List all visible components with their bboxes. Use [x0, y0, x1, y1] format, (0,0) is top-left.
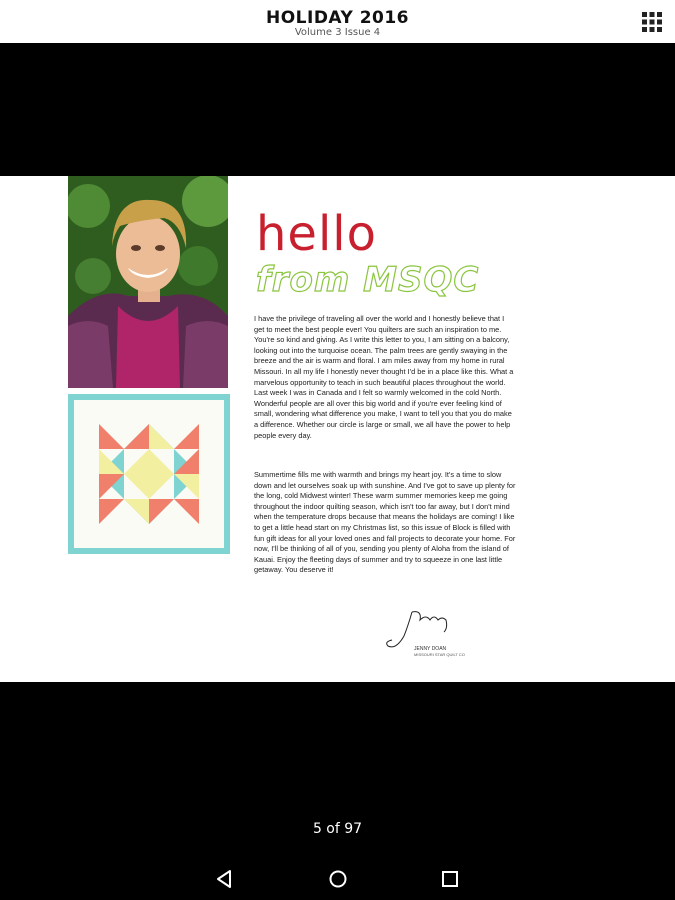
signature-organization: MISSOURI STAR QUILT CO	[414, 652, 465, 657]
article-heading: hello	[256, 206, 377, 262]
article-subheading: from MSQC	[256, 260, 480, 300]
magazine-page[interactable]	[0, 176, 675, 682]
home-icon[interactable]	[325, 866, 351, 892]
article-paragraph-2: Summertime fills me with warmth and brings my heart joy. It's a time to slow down and let ourselves soak up with sunshine. And I've got to save up plenty for the long, cold Midwest winter! These warm summer memories keep me going throughout the indoor quilting season, which isn't too far away, but I don't mind when the temperature drops because that means the holidays are coming! I like to get a little head start on my Christmas list, so this issue of Block is filled with fun gift ideas for all your loved ones and fall projects to decorate your home. For now, I'll be thinking of all of you, sending you plenty of Aloha from the island of Kauai. Enjoy the fleeting days of summer and try to squeeze in one last little getaway. You deserve it!	[254, 470, 516, 575]
author-portrait-photo	[68, 176, 228, 388]
page-indicator: 5 of 97	[312, 821, 363, 837]
system-navigation-bar	[0, 856, 675, 900]
recents-icon[interactable]	[437, 866, 463, 892]
article-paragraph-1: I have the privilege of traveling all over the world and I honestly believe that I get to meet the best people ever! You quilters are such an inspiration to me. You're so kind and giving. As I write this letter to you, I am sitting on a balcony, looking out into the turquoise ocean. The palm trees are gently swaying in the breeze and the air is warm and floral. I am miles away from my home in rural Missouri. In all my life I honestly never thought I'd be in a place like this. What a marvelous opportunity to teach in such beautiful places throughout the world. Last week I was in Canada and I felt so warmly welcomed in the cold North. Wonderful people are all over this big world and if you're ever feeling kind of small, wondering what difference you make, I want to tell you that you do make a difference. Whether our circle is large or small, we all have the power to help people every day.	[254, 314, 514, 440]
quilt-block-image	[68, 394, 230, 554]
grid-menu-icon[interactable]	[641, 11, 663, 33]
top-app-bar	[0, 0, 675, 43]
issue-subtitle: Volume 3 Issue 4	[294, 27, 381, 38]
issue-title: HOLIDAY 2016	[265, 8, 410, 28]
signature-name: JENNY DOAN	[414, 646, 447, 652]
back-icon[interactable]	[212, 866, 238, 892]
